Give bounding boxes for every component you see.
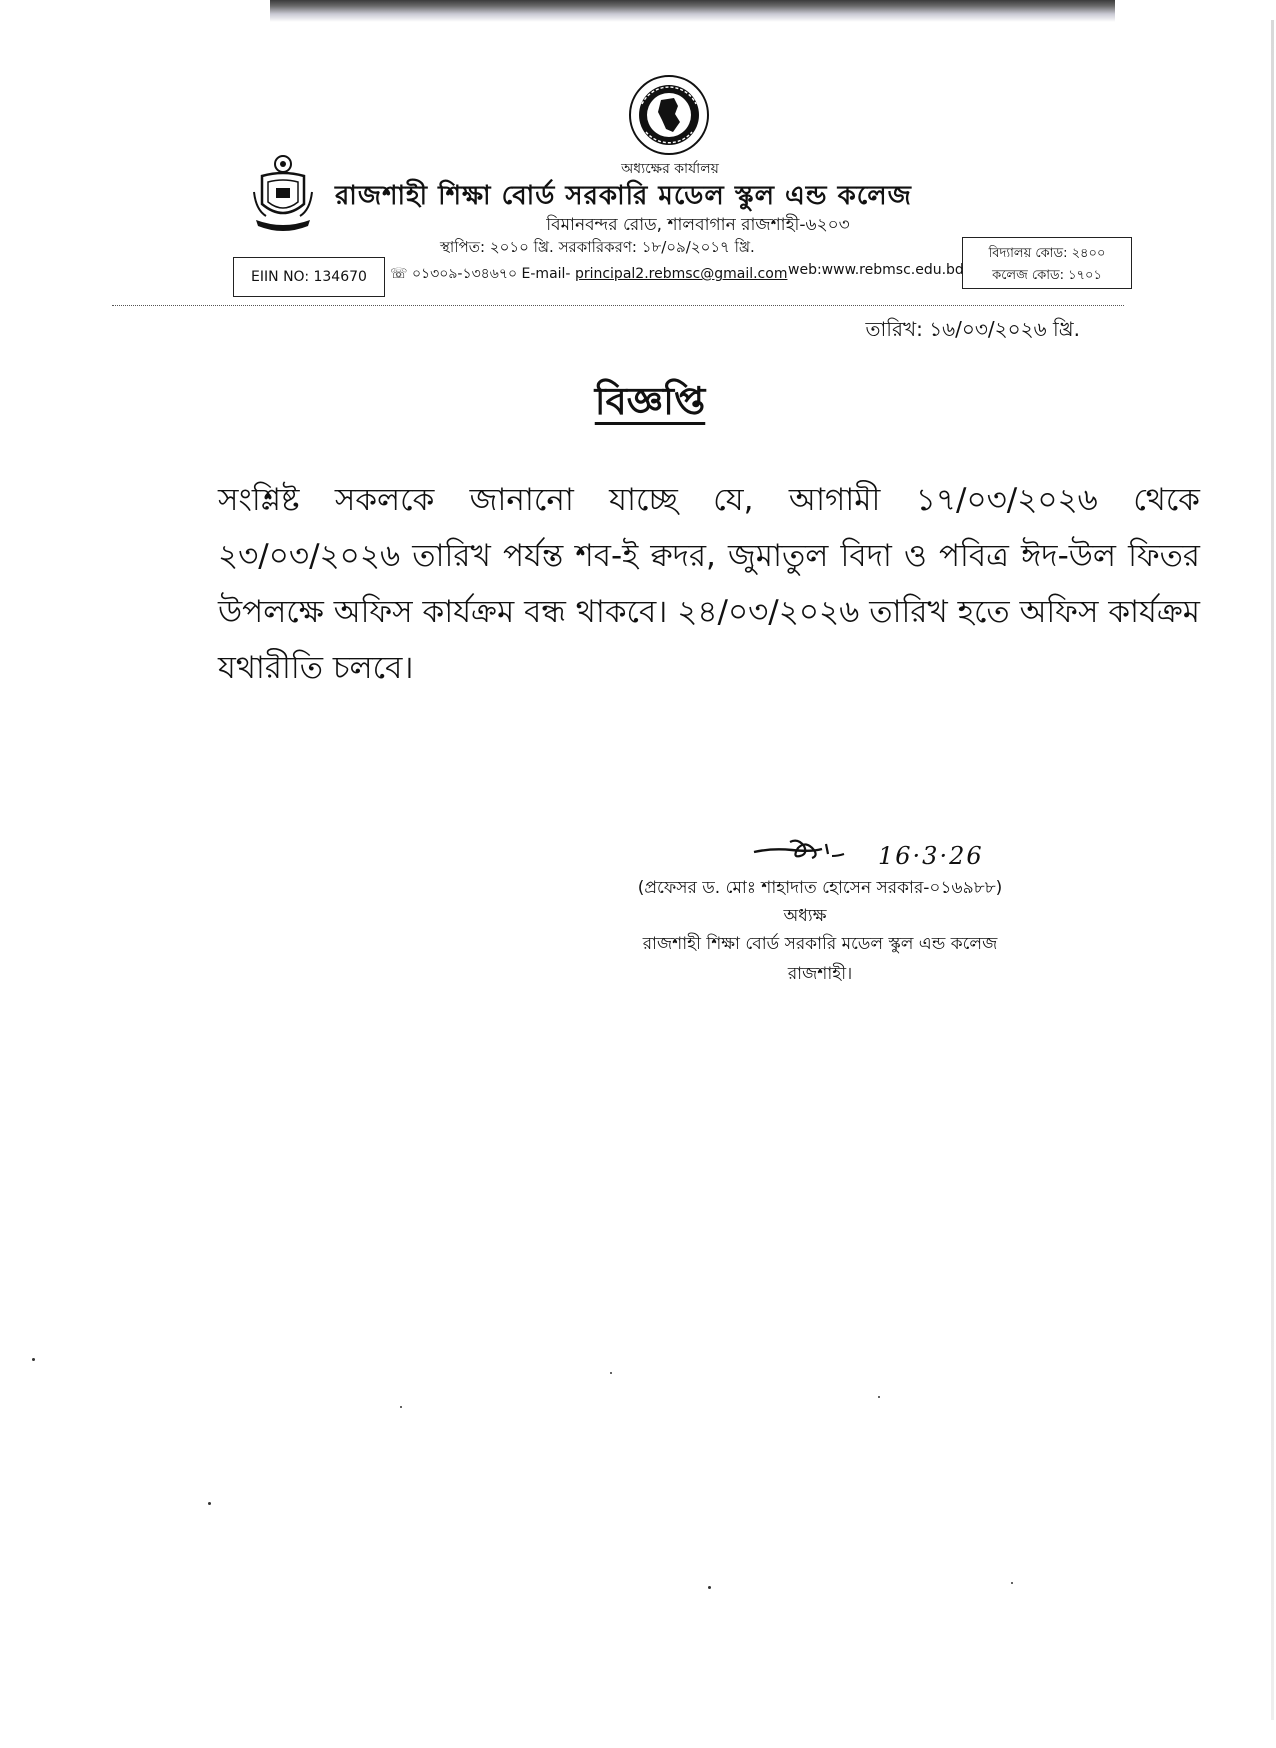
school-address: বিমানবন্দর রোড, শালবাগান রাজশাহী-৬২০৩ [546,215,850,235]
signer-name: (প্রফেসর ড. মোঃ শাহাদাত হোসেন সরকার-০১৬৯৮৮) [637,878,1003,898]
government-seal-icon [628,74,710,156]
signature-block [752,834,1002,876]
scan-speck [208,1502,211,1505]
scan-top-shadow [270,0,1115,22]
scan-speck [400,1406,402,1408]
institution-code-box [962,237,1132,289]
notice-title: বিজ্ঞপ্তি [594,379,706,423]
scan-speck [878,1396,880,1398]
eiin-box: EIIN NO: 134670 [233,257,385,297]
email-label: E-mail- [521,266,571,282]
school-code: বিদ্যালয় কোড: ২৪০০ [988,246,1106,261]
established-info: স্থাপিত: ২০১০ খ্রি. সরকারিকরণ: ১৮/০৯/২০১৭ খ্রি. [440,238,755,256]
notice-date: তারিখ: ১৬/০৩/২০২৬ খ্রি. [865,317,1080,341]
notice-body: সংশ্লিষ্ট সকলকে জানানো যাচ্ছে যে, আগামী ১৭/০৩/২০২৬ থেকে ২৩/০৩/২০২৬ তারিখ পর্যন্ত শব-ই ক্বদর, জুমাতুল বিদা ও পবিত্র ঈদ-উল ফিতর উপলক্ষে অফিস কার্যক্রম বন্ধ থাকবে। ২৪/০৩/২০২৬ তারিখ হতে অফিস কার্যক্রম যথারীতি চলবে। [218,482,1200,686]
signer-city: রাজশাহী। [787,964,853,984]
school-name: রাজশাহী শিক্ষা বোর্ড সরকারি মডেল স্কুল এন্ড কলেজ [335,181,912,211]
signature-scribble-icon [752,834,872,876]
website-link[interactable]: web:www.rebmsc.edu.bd [788,262,964,278]
signer-organization: রাজশাহী শিক্ষা বোর্ড সরকারি মডেল স্কুল এন্ড কলেজ [642,934,998,954]
phone-number: ☏ ০১৩০৯-১৩৪৬৭০ [390,266,518,282]
school-emblem-icon [250,152,316,234]
office-label: অধ্যক্ষের কার্যালয় [621,161,719,177]
signer-title: অধ্যক্ষ [783,906,827,926]
header-divider [112,305,1124,306]
scan-speck [1011,1582,1013,1584]
scan-right-edge [1271,20,1274,1720]
email-link[interactable]: principal2.rebmsc@gmail.com [574,266,788,282]
scan-speck [708,1586,711,1589]
signature-date: 16·3·26 [878,842,984,870]
scan-speck [32,1358,35,1361]
scan-speck [610,1372,612,1374]
college-code: কলেজ কোড: ১৭০১ [992,268,1102,283]
